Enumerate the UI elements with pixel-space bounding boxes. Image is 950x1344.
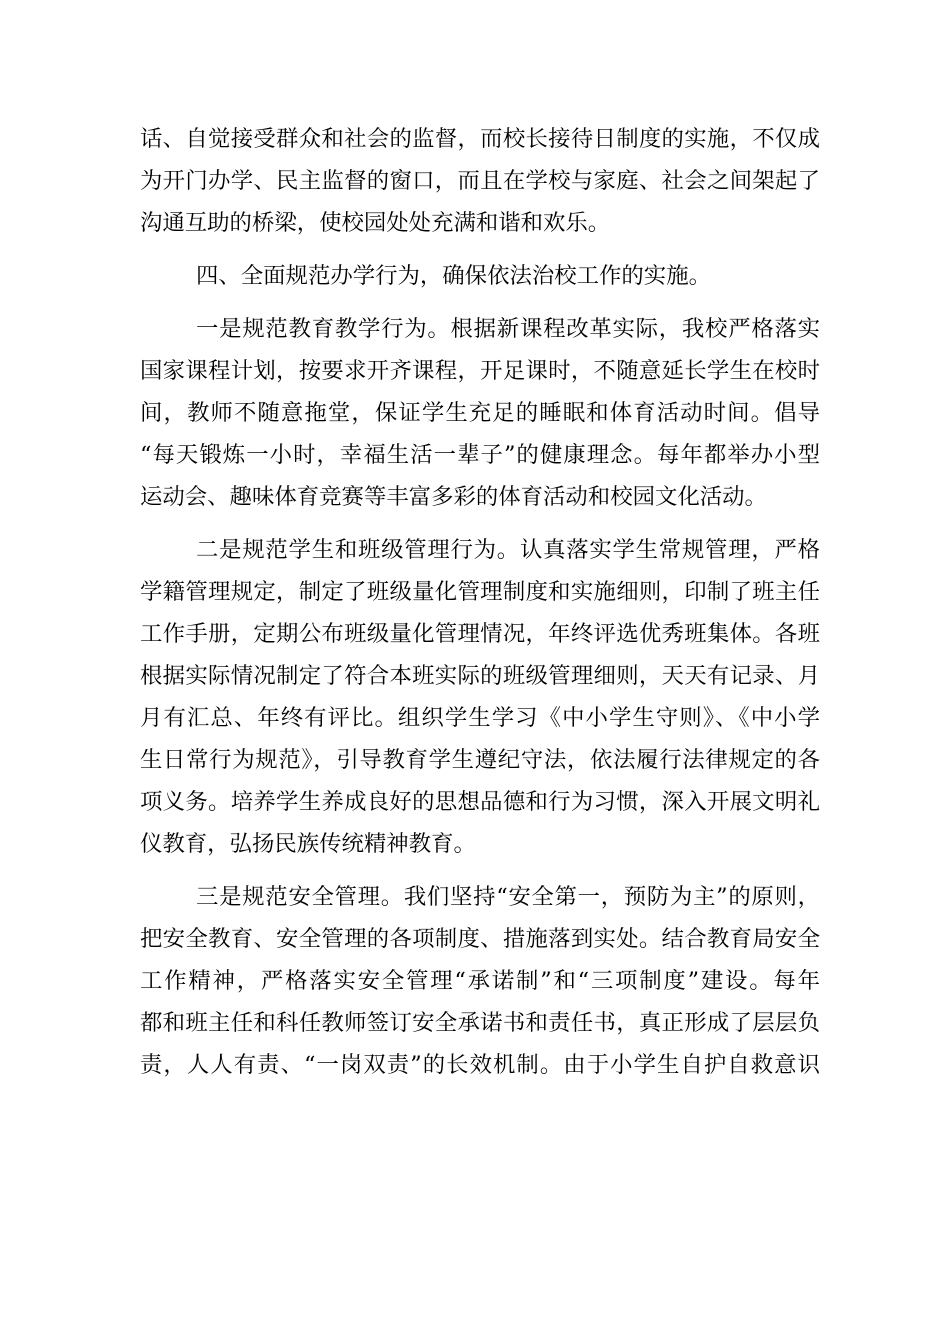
text-line: 运动会、趣味体育竞赛等丰富多彩的体育活动和校园文化活动。 [140, 484, 767, 510]
text-line: 国家课程计划，按要求开齐课程，开足课时，不随意延长学生在校时 [140, 358, 820, 384]
text-line: 间，教师不随意拖堂，保证学生充足的睡眠和体育活动时间。倡导 [140, 400, 820, 426]
paragraph-safety [140, 876, 820, 1086]
text-line: 沟通互助的桥梁，使校园处处充满和谐和欢乐。 [140, 210, 611, 236]
text-line: 为开门办学、民主监督的窗口，而且在学校与家庭、社会之间架起了 [140, 168, 820, 194]
paragraph-class-management [140, 529, 820, 865]
text-line: 二是规范学生和班级管理行为。认真落实学生常规管理，严格 [196, 537, 820, 563]
heading-line: 四、全面规范办学行为，确保依法治校工作的实施。 [196, 263, 711, 289]
text-line: 生日常行为规范》，引导教育学生遵纪守法，依法履行法律规定的各 [140, 747, 820, 773]
paragraph-teaching [140, 308, 820, 518]
text-line: 话、自觉接受群众和社会的监督，而校长接待日制度的实施，不仅成 [140, 126, 820, 152]
text-line: 根据实际情况制定了符合本班实际的班级管理细则，天天有记录、月 [140, 663, 820, 689]
document-body [140, 118, 820, 1097]
text-line: “每天锻炼一小时，幸福生活一辈子”的健康理念。每年都举办小型 [140, 442, 820, 468]
section-heading [140, 255, 820, 297]
paragraph-continuation [140, 118, 820, 244]
text-line: 工作手册，定期公布班级量化管理情况，年终评选优秀班集体。各班 [140, 621, 820, 647]
text-line: 学籍管理规定，制定了班级量化管理制度和实施细则，印制了班主任 [140, 579, 820, 605]
text-line: 仪教育，弘扬民族传统精神教育。 [140, 831, 476, 857]
text-line: 月有汇总、年终有评比。组织学生学习《中小学生守则》、《中小学 [140, 705, 820, 731]
text-line: 三是规范安全管理。我们坚持“安全第一，预防为主”的原则， [196, 884, 820, 910]
text-line: 责，人人有责、“一岗双责”的长效机制。由于小学生自护自救意识 [140, 1052, 820, 1078]
text-line: 把安全教育、安全管理的各项制度、措施落到实处。结合教育局安全 [140, 926, 820, 952]
text-line: 都和班主任和科任教师签订安全承诺书和责任书，真正形成了层层负 [140, 1010, 820, 1036]
text-line: 一是规范教育教学行为。根据新课程改革实际，我校严格落实 [196, 316, 820, 342]
text-line: 工作精神，严格落实安全管理“承诺制”和“三项制度”建设。每年 [140, 968, 820, 994]
text-line: 项义务。培养学生养成良好的思想品德和行为习惯，深入开展文明礼 [140, 789, 820, 815]
